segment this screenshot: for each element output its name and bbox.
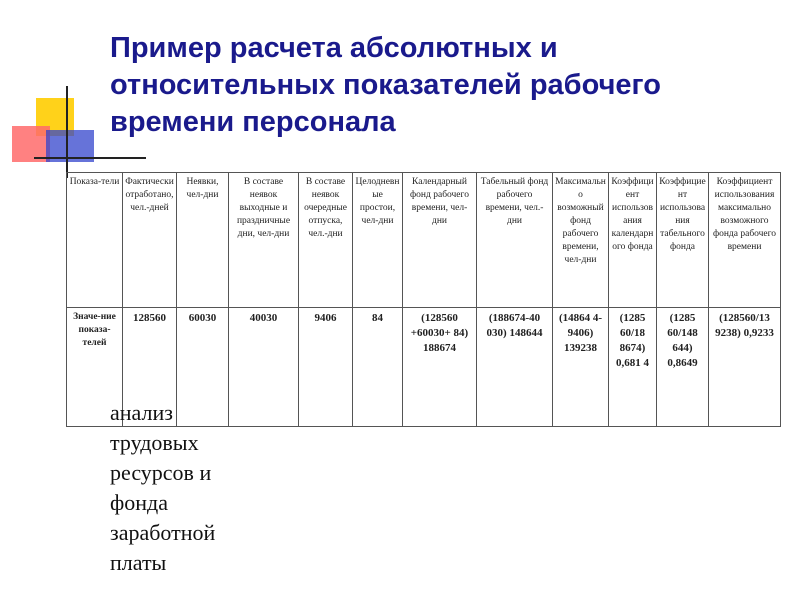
header-cell: Табельный фонд рабочего времени, чел.-дни (477, 173, 553, 308)
value-cell: (128560/13 9238) 0,9233 (709, 308, 781, 427)
data-table (66, 172, 781, 427)
page-title: Пример расчета абсолютных и относительных показателей рабочего времени персонала (110, 32, 661, 138)
value-cell: (128560 +60030+ 84) 188674 (403, 308, 477, 427)
value-cell: (188674-40 030) 148644 (477, 308, 553, 427)
value-cell: (1285 60/18 8674) 0,681 4 (609, 308, 657, 427)
overlay-caption: анализ трудовых ресурсов и фонда заработной платы (110, 400, 216, 575)
header-cell: Коэффициент использования максимально возможного фонда рабочего времени (709, 173, 781, 308)
header-cell: Фактически отработано, чел.-дней (123, 173, 177, 308)
value-cell: 40030 (229, 308, 299, 427)
value-cell: (14864 4-9406) 139238 (553, 308, 609, 427)
header-cell: Календарный фонд рабочего времени, чел-дни (403, 173, 477, 308)
header-cell: Целодневные простои, чел-дни (353, 173, 403, 308)
header-cell: Неявки, чел-дни (177, 173, 229, 308)
value-cell: 84 (353, 308, 403, 427)
header-cell: Максимально возможный фонд рабочего времени, чел-дни (553, 173, 609, 308)
header-cell: В составе неявок очередные отпуска, чел.-дни (299, 173, 353, 308)
vertical-line (66, 86, 68, 178)
row-label-indicators: Показа-тели (67, 173, 123, 308)
value-cell: 9406 (299, 308, 353, 427)
header-cell: Коэффициент использования календарного фонда (609, 173, 657, 308)
header-cell: В составе неявок выходные и праздничные дни, чел-дни (229, 173, 299, 308)
value-cell: (1285 60/148 644) 0,8649 (657, 308, 709, 427)
horizontal-line (34, 157, 146, 159)
header-row (67, 173, 781, 308)
header-cell: Коэффициент использования табельного фонда (657, 173, 709, 308)
row-label-values: Значе-ние показа-телей (67, 308, 123, 427)
value-cell: 128560 (123, 308, 177, 427)
value-cell: 60030 (177, 308, 229, 427)
